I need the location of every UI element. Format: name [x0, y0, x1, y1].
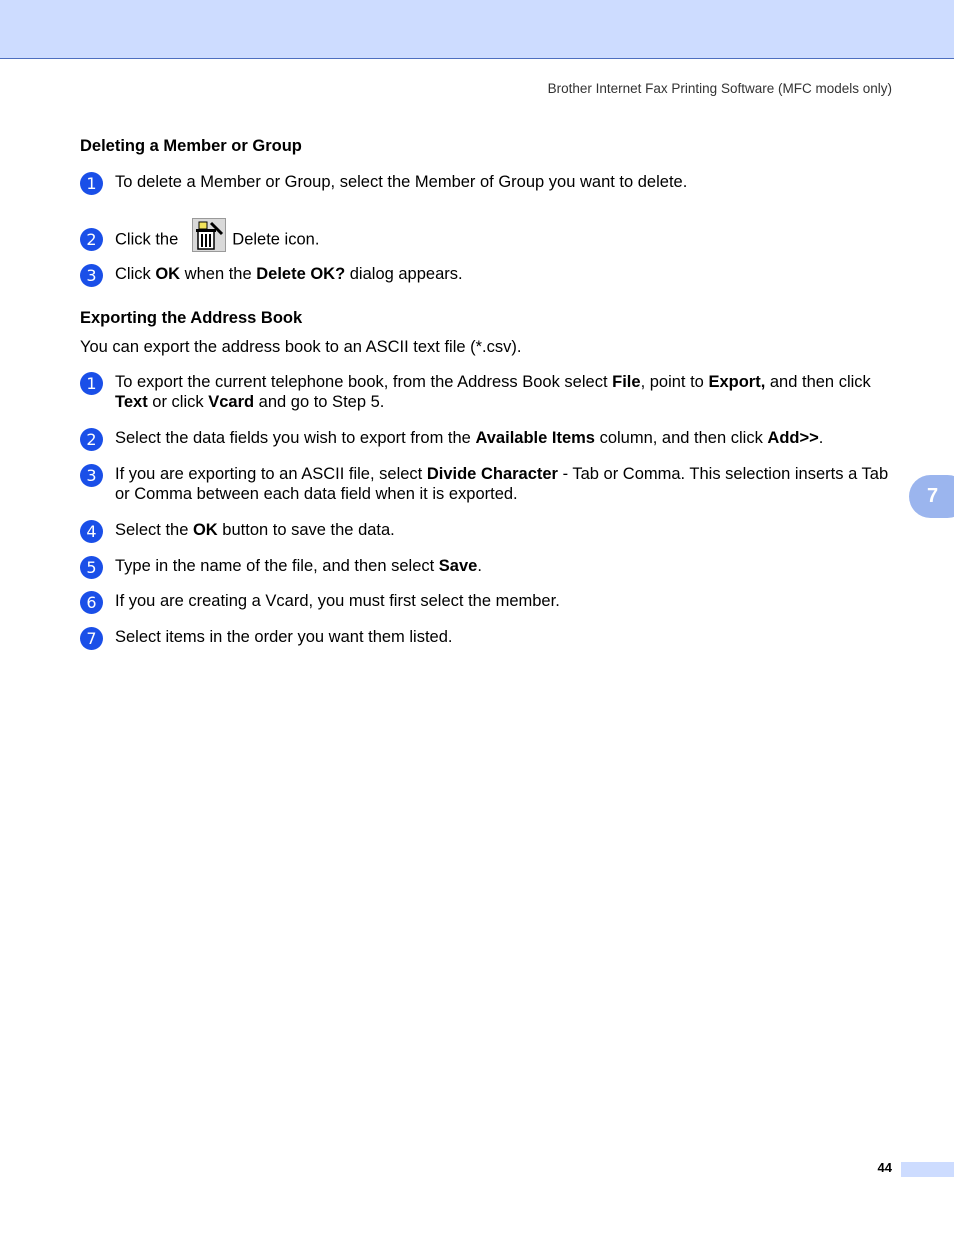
step-text: Select the data fields you wish to export from the Available Items column, and then click Add>>. [115, 429, 824, 447]
step-number: 2 [80, 428, 103, 451]
step-text: Type in the name of the file, and then select Save. [115, 557, 482, 575]
step-number: 1 [80, 372, 103, 395]
running-header: Brother Internet Fax Printing Software (MFC models only) [547, 81, 892, 96]
step-number: 6 [80, 591, 103, 614]
delete-icon [192, 218, 226, 252]
step-text-part: Delete icon. [232, 230, 320, 249]
step-text: If you are creating a Vcard, you must first select the member. [115, 592, 560, 610]
step-text: To export the current telephone book, from the Address Book select File, point to Export, and then click Text or click Vcard and go to Step 5. [115, 373, 871, 411]
section-heading-export: Exporting the Address Book [80, 309, 303, 327]
step-number: 4 [80, 520, 103, 543]
step-text: If you are exporting to an ASCII file, select Divide Character - Tab or Comma. This selection inserts a Tab or Comma between each data field when it is exported. [115, 465, 889, 503]
step-text [115, 228, 895, 252]
step-text: To delete a Member or Group, select the Member of Group you want to delete. [115, 173, 688, 191]
step-text: Select the OK button to save the data. [115, 521, 395, 539]
step-text: Select items in the order you want them listed. [115, 628, 453, 646]
page-number-bar [901, 1162, 954, 1177]
step-text-part: Click the [115, 230, 179, 249]
section-heading-delete: Deleting a Member or Group [80, 137, 302, 155]
page-number: 44 [877, 1160, 892, 1175]
header-band [0, 0, 954, 59]
step-number: 7 [80, 627, 103, 650]
step-number: 1 [80, 172, 103, 195]
step-number: 3 [80, 264, 103, 287]
step-number: 3 [80, 464, 103, 487]
step-text: Click OK when the Delete OK? dialog appears. [115, 265, 463, 283]
export-intro: You can export the address book to an ASCII text file (*.csv). [80, 338, 522, 356]
chapter-tab: 7 [909, 475, 954, 518]
step-number: 2 [80, 228, 103, 251]
step-number: 5 [80, 556, 103, 579]
